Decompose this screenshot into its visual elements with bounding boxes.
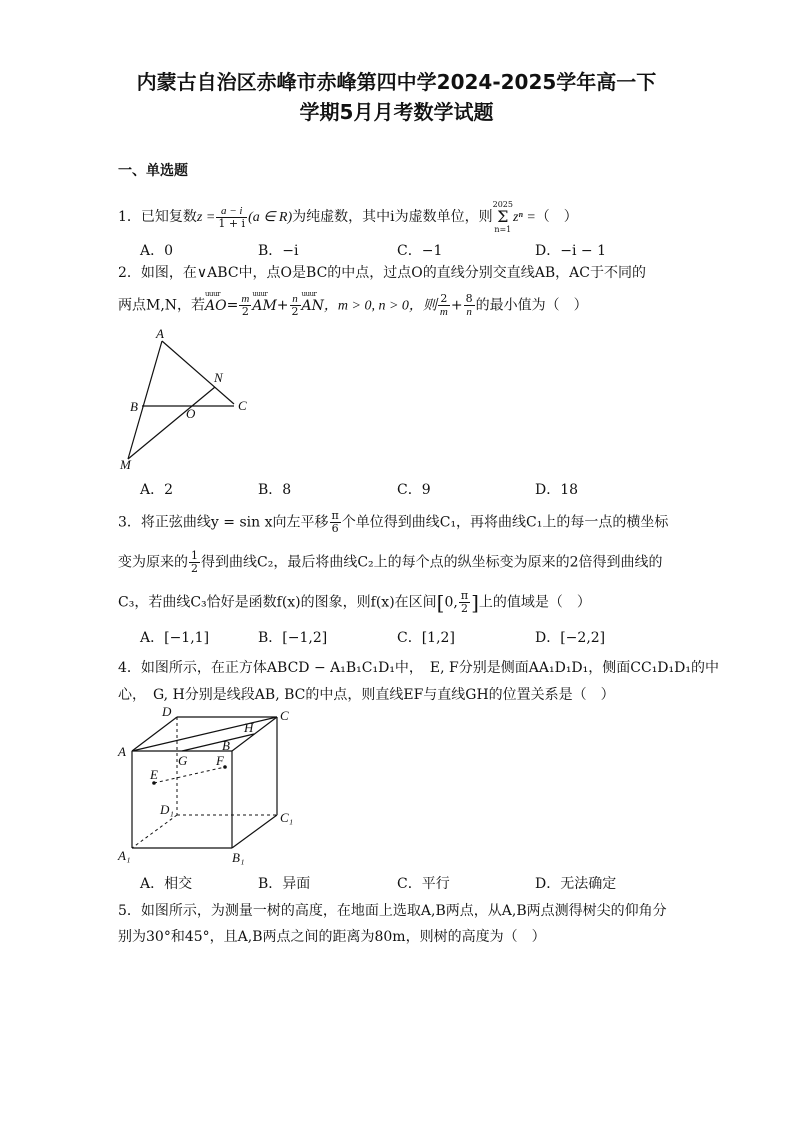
question-4-line-2: 心， G, H分别是线段AB, BC的中点，则直线EF与直线GH的位置关系是（ ） xyxy=(118,687,615,703)
q1-sum-term: zⁿ = xyxy=(512,210,536,225)
q1-option-d: D．−i − 1 xyxy=(535,243,606,259)
q1-fraction: $\frac{a - i}{1 + i}$ xyxy=(218,204,246,230)
label-c: C xyxy=(238,398,247,413)
q1-text-b: 为纯虚数，其中i为虚数单位，则 xyxy=(292,209,493,225)
q4-option-b: B．异面 xyxy=(258,876,311,892)
page-title-line-1: 内蒙古自治区赤峰市赤峰第四中学2024-2025学年高一下 xyxy=(136,70,657,94)
label-m: M xyxy=(120,457,131,472)
label-d1: D₁ xyxy=(160,802,174,817)
section-heading: 一、单选题 xyxy=(118,163,188,179)
q1-paren: （ ） xyxy=(535,209,578,225)
q1-text-a: 已知复数 xyxy=(140,209,197,225)
label-a: A xyxy=(118,744,126,759)
q1-condition: (a ∈ R) xyxy=(248,210,293,225)
q1-option-b: B．−i xyxy=(258,243,299,259)
q1-summation: 2025 Σ n=1 xyxy=(492,200,513,234)
vector-am: uuur AM xyxy=(252,298,276,314)
label-f: F xyxy=(216,753,224,768)
label-g: G xyxy=(178,753,188,768)
label-o: O xyxy=(186,406,196,421)
label-c1: C₁ xyxy=(280,810,294,825)
question-3-line-3: C₃，若曲线C₃恰好是函数f(x)的图象，则f(x)在区间[0, $\frac{\pi}{2}$ ]上的值域是（ ） xyxy=(118,589,591,615)
q2-option-d: D．18 xyxy=(535,482,579,498)
label-d: D xyxy=(162,704,172,719)
vector-an: uuur AN xyxy=(302,298,324,314)
question-number: 3． xyxy=(118,514,141,531)
q2-option-b: B．8 xyxy=(258,482,292,498)
q3-option-d: D．[−2,2] xyxy=(535,630,606,646)
question-2-line-1: 2．如图，在∨ABC中，点O是BC的中点，过点O的直线分别交直线AB，AC于不同的 xyxy=(118,265,646,281)
q1-option-a: A．0 xyxy=(140,243,174,259)
question-5-line-1: 5．如图所示，为测量一树的高度，在地面上选取A,B两点，从A,B两点测得树尖的仰角分 xyxy=(118,903,667,919)
question-number: 4． xyxy=(118,660,141,676)
question-4-line-1: 4．如图所示，在正方体ABCD − A₁B₁C₁D₁中， E, F分别是侧面AA₁D₁D₁，侧面CC₁D₁D₁的中 xyxy=(118,660,719,676)
q3-option-a: A．[−1,1] xyxy=(140,630,210,646)
q1-z-eq: z = xyxy=(196,210,216,225)
question-3-line-1: 3．将正弦曲线y = sin x向左平移 $\frac{\pi}{6}$ 个单位得到曲线C₁，再将曲线C₁上的每一点的横坐标 xyxy=(118,509,669,535)
q4-option-d: D．无法确定 xyxy=(535,876,617,892)
q3-option-c: C．[1,2] xyxy=(397,630,455,646)
label-b: B xyxy=(222,738,230,753)
question-3-line-2: 变为原来的 $\frac{1}{2}$ 得到曲线C₂，最后将曲线C₂上的每个点的纵坐标变为原来的2倍得到曲线的 xyxy=(118,549,663,575)
question-number: 5． xyxy=(118,903,141,919)
label-b: B xyxy=(130,399,138,414)
triangle-figure xyxy=(112,326,262,474)
q1-option-c: C．−1 xyxy=(397,243,443,259)
question-number: 2． xyxy=(118,265,141,281)
vector-ao: uuur AO xyxy=(205,298,227,314)
label-a: A xyxy=(156,326,164,341)
q3-option-b: B．[−1,2] xyxy=(258,630,328,646)
label-e: E xyxy=(150,767,158,782)
question-number: 1． xyxy=(118,209,141,225)
question-2-line-2: 两点M,N，若uuur AO= $\frac{m}{2}$ uuur AM+ $\frac{n}{2}$ uuur AN，m > 0, n > 0，则 $\frac{2}{m}$ + $\frac{8}{n}$ 的最小值为（ ） xyxy=(118,293,588,318)
cube-figure xyxy=(112,704,312,868)
q2-option-c: C．9 xyxy=(397,482,431,498)
question-1 xyxy=(118,200,578,234)
page-title-line-2: 学期5月月考数学试题 xyxy=(299,100,494,124)
label-h: H xyxy=(244,720,254,735)
label-c: C xyxy=(280,708,289,723)
label-n: N xyxy=(214,370,223,385)
question-5-line-2: 别为30°和45°，且A,B两点之间的距离为80m，则树的高度为（ ） xyxy=(118,929,546,945)
label-b1: B₁ xyxy=(232,850,245,865)
q4-option-c: C．平行 xyxy=(397,876,450,892)
label-a1: A₁ xyxy=(118,848,131,863)
q2-option-a: A．2 xyxy=(140,482,174,498)
q4-option-a: A．相交 xyxy=(140,876,193,892)
